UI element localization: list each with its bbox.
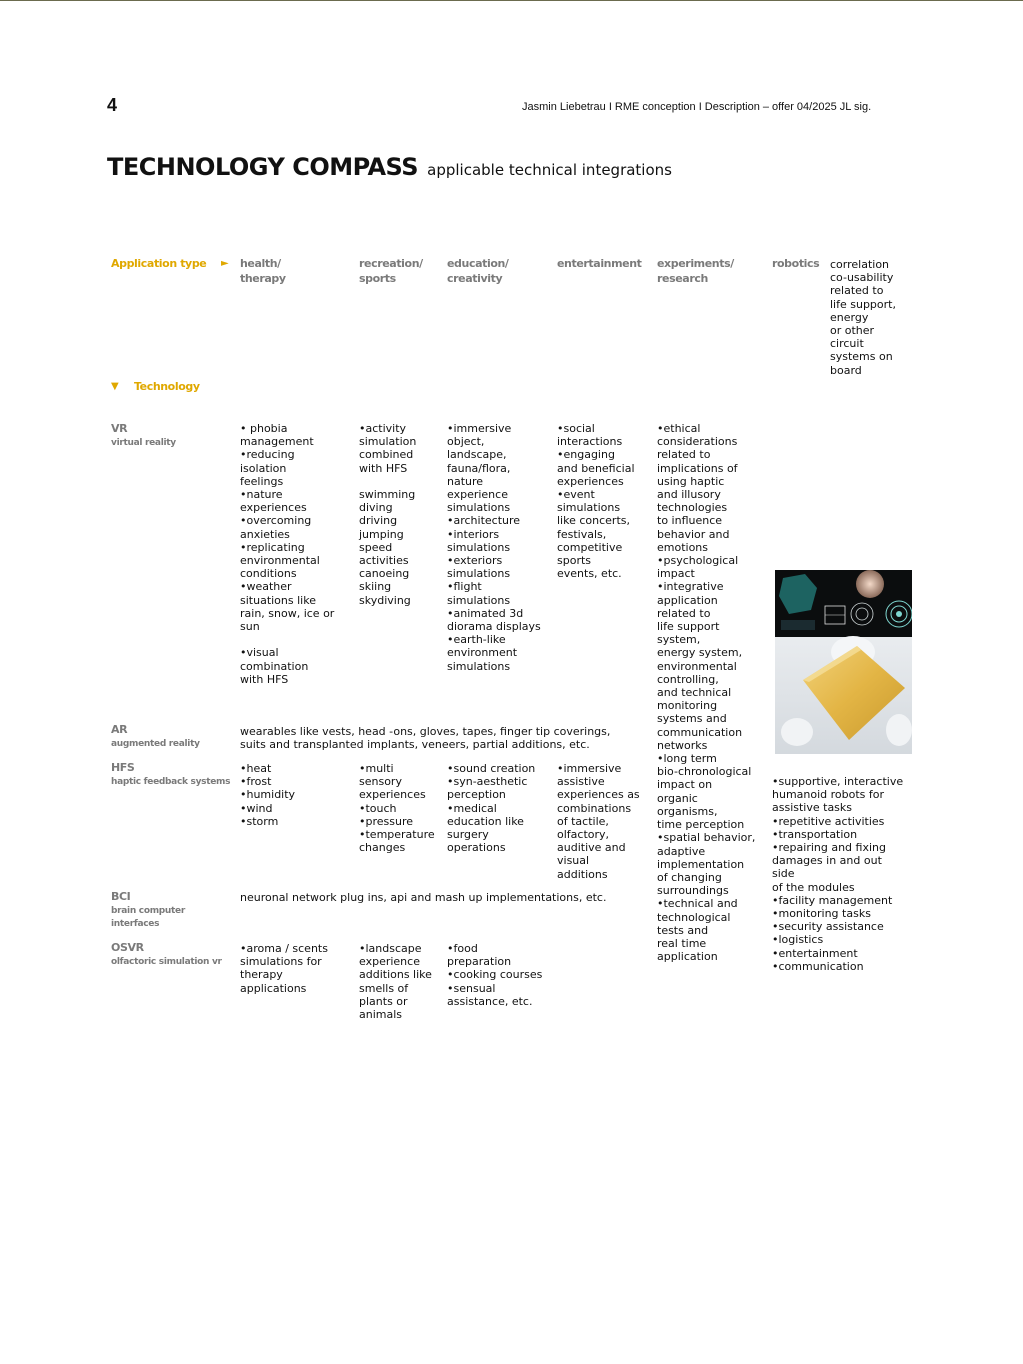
- cell-osvr-recreation: •landscape experience additions like smells of plants or animals: [359, 942, 432, 1022]
- col-header-experiments: experiments/ research: [657, 257, 734, 285]
- row-sub-vr: virtual reality: [111, 438, 176, 448]
- page-title: [107, 153, 672, 181]
- running-header: Jasmin Liebetrau I RME conception I Description – offer 04/2025 JL sig.: [522, 101, 872, 113]
- cell-hfs-entertainment: •immersive assistive experiences as combinations of tactile, olfactory, auditive and visual additions: [557, 762, 640, 881]
- row-label-bci: BCI: [111, 890, 131, 903]
- arrow-right-icon: ►: [221, 258, 229, 269]
- row-sub-osvr: olfactoric simulation vr: [111, 957, 222, 967]
- row-sub-ar: augmented reality: [111, 739, 200, 749]
- row-label-osvr: OSVR: [111, 941, 144, 954]
- cell-bci-all: neuronal network plug ins, api and mash up implementations, etc.: [240, 891, 607, 904]
- cell-robotics: •supportive, interactive humanoid robots for assistive tasks •repetitive activities •transportation •repairing and fixing damages in and out side of the modules •facility management •monitoring tasks •security assistance •logistics •entertainment •communication: [772, 775, 904, 973]
- cell-vr-entertainment: •social interactions •engaging and beneficial experiences •event simulations like concerts, festivals, competitive sports events, etc.: [557, 422, 635, 581]
- cell-osvr-health: •aroma / scents simulations for therapy applications: [240, 942, 328, 995]
- col-header-education: education/ creativity: [447, 257, 509, 285]
- cell-ar-all: wearables like vests, head -ons, gloves, tapes, finger tip coverings, suits and transplanted implants, veneers, partial additions, etc.: [240, 725, 611, 752]
- col-header-recreation: recreation/ sports: [359, 257, 423, 285]
- cell-osvr-education: •food preparation •cooking courses •sensual assistance, etc.: [447, 942, 543, 1008]
- cell-hfs-recreation: •multi sensory experiences •touch •pressure •temperature changes: [359, 762, 435, 855]
- cell-vr-health: • phobia management •reducing isolation feelings •nature experiences •overcoming anxieties •replicating environmental conditions •weather situations like rain, snow, ice or sun •visual combination with HFS: [240, 422, 335, 686]
- cell-hfs-health: •heat •frost •humidity •wind •storm: [240, 762, 296, 828]
- top-border-line: [0, 0, 1023, 1]
- robotics-illustration-svg: [775, 570, 912, 754]
- row-sub-hfs: haptic feedback systems: [111, 777, 231, 787]
- col-header-correlation: correlation co-usability related to life support, energy or other circuit systems on board: [830, 258, 896, 377]
- cell-hfs-education: •sound creation •syn-aesthetic perception •medical education like surgery operations: [447, 762, 536, 855]
- row-label-hfs: HFS: [111, 761, 135, 774]
- robotics-illustration: [775, 570, 912, 754]
- application-type-label: Application type: [111, 257, 207, 270]
- col-header-health: health/ therapy: [240, 257, 286, 285]
- row-label-ar: AR: [111, 723, 128, 736]
- page-number: 4: [107, 95, 118, 115]
- title-main: TECHNOLOGY COMPASS: [107, 153, 419, 181]
- row-sub-bci: brain computer interfaces: [111, 906, 185, 929]
- col-header-entertainment: entertainment: [557, 257, 642, 270]
- cell-experiments: •ethical considerations related to implications of using haptic and illusory technologies to influence behavior and emotions •psychological impact •integrative application related to life support system, energy system, environmental controlling, and technical monitoring systems and communication networks •long term bio-chronological impact on organic organisms, time perception •spatial behavior, adaptive implementation of changing surroundings •technical and technological tests and real time application: [657, 422, 756, 964]
- technology-label: Technology: [134, 380, 200, 393]
- title-subtitle: applicable technical integrations: [427, 161, 672, 179]
- arrow-down-icon: ▼: [111, 381, 119, 392]
- cell-vr-education: •immersive object, landscape, fauna/flora, nature experience simulations •architecture •interiors simulations •exteriors simulations •flight simulations •animated 3d diorama displays •earth-like environment simulations: [447, 422, 541, 673]
- row-label-vr: VR: [111, 422, 128, 435]
- col-header-robotics: robotics: [772, 257, 820, 270]
- cell-vr-recreation: •activity simulation combined with HFS swimming diving driving jumping speed activities canoeing skiing skydiving: [359, 422, 417, 607]
